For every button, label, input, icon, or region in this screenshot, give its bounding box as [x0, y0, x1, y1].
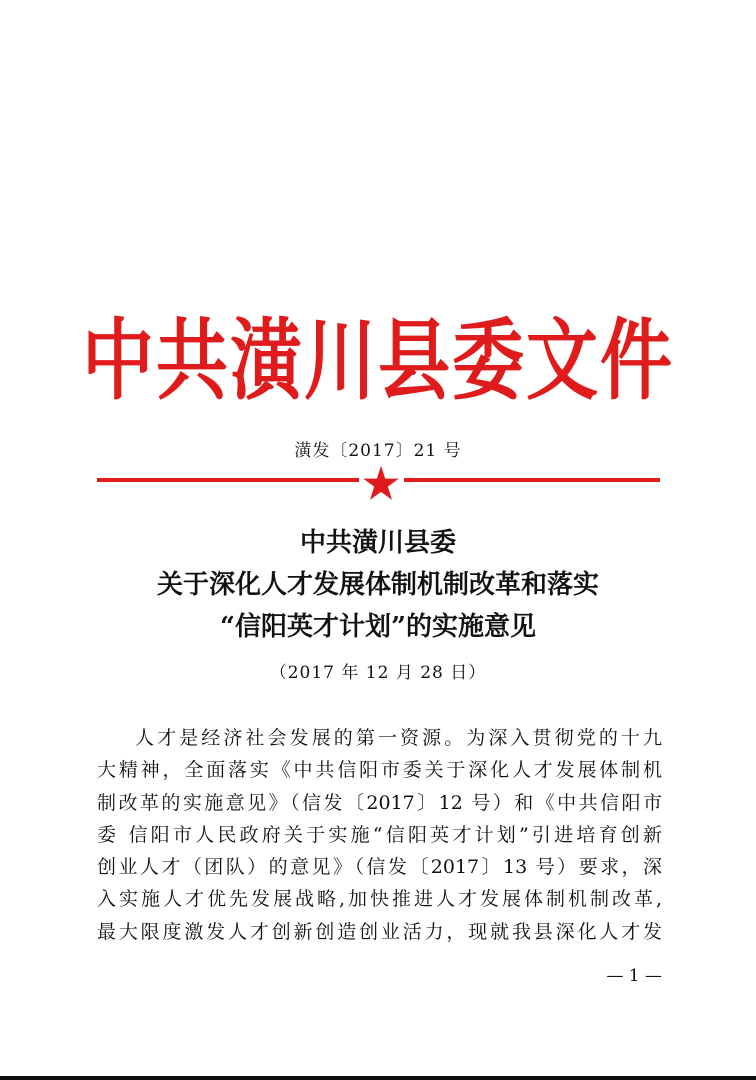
body-line: 委 信阳市人民政府关于实施“信阳英才计划”引进培育创新: [97, 823, 662, 846]
document-number: 潢发〔2017〕21 号: [294, 441, 462, 461]
body-paragraph: [97, 722, 662, 948]
red-divider-right: [404, 478, 660, 482]
title-line-3: “信阳英才计划”的实施意见: [220, 612, 536, 642]
body-line: 制改革的实施意见》（信发〔2017〕12 号）和《中共信阳市: [97, 791, 662, 814]
document-masthead: 中共潢川县委文件: [81, 308, 674, 412]
body-line: 创业人才（团队）的意见》（信发〔2017〕13 号）要求，深: [97, 856, 662, 879]
red-star-icon: [362, 465, 400, 501]
red-divider-left: [97, 478, 359, 482]
body-line: 大精神，全面落实《中共信阳市委关于深化人才发展体制机: [97, 759, 662, 782]
document-title: [0, 522, 756, 648]
body-line: 最大限度激发人才创新创造创业活力，现就我县深化人才发: [97, 920, 662, 943]
bottom-border: [0, 1076, 756, 1080]
body-line: 入实施人才优先发展战略,加快推进人才发展体制机制改革,: [97, 888, 662, 911]
body-line: 人才是经济社会发展的第一资源。为深入贯彻党的十九: [135, 727, 662, 749]
page-number: — 1 —: [606, 966, 662, 986]
title-line-1: 中共潢川县委: [299, 528, 456, 558]
document-date: （2017 年 12 月 28 日）: [269, 663, 487, 683]
title-line-2: 关于深化人才发展体制机制改革和落实: [156, 570, 599, 600]
